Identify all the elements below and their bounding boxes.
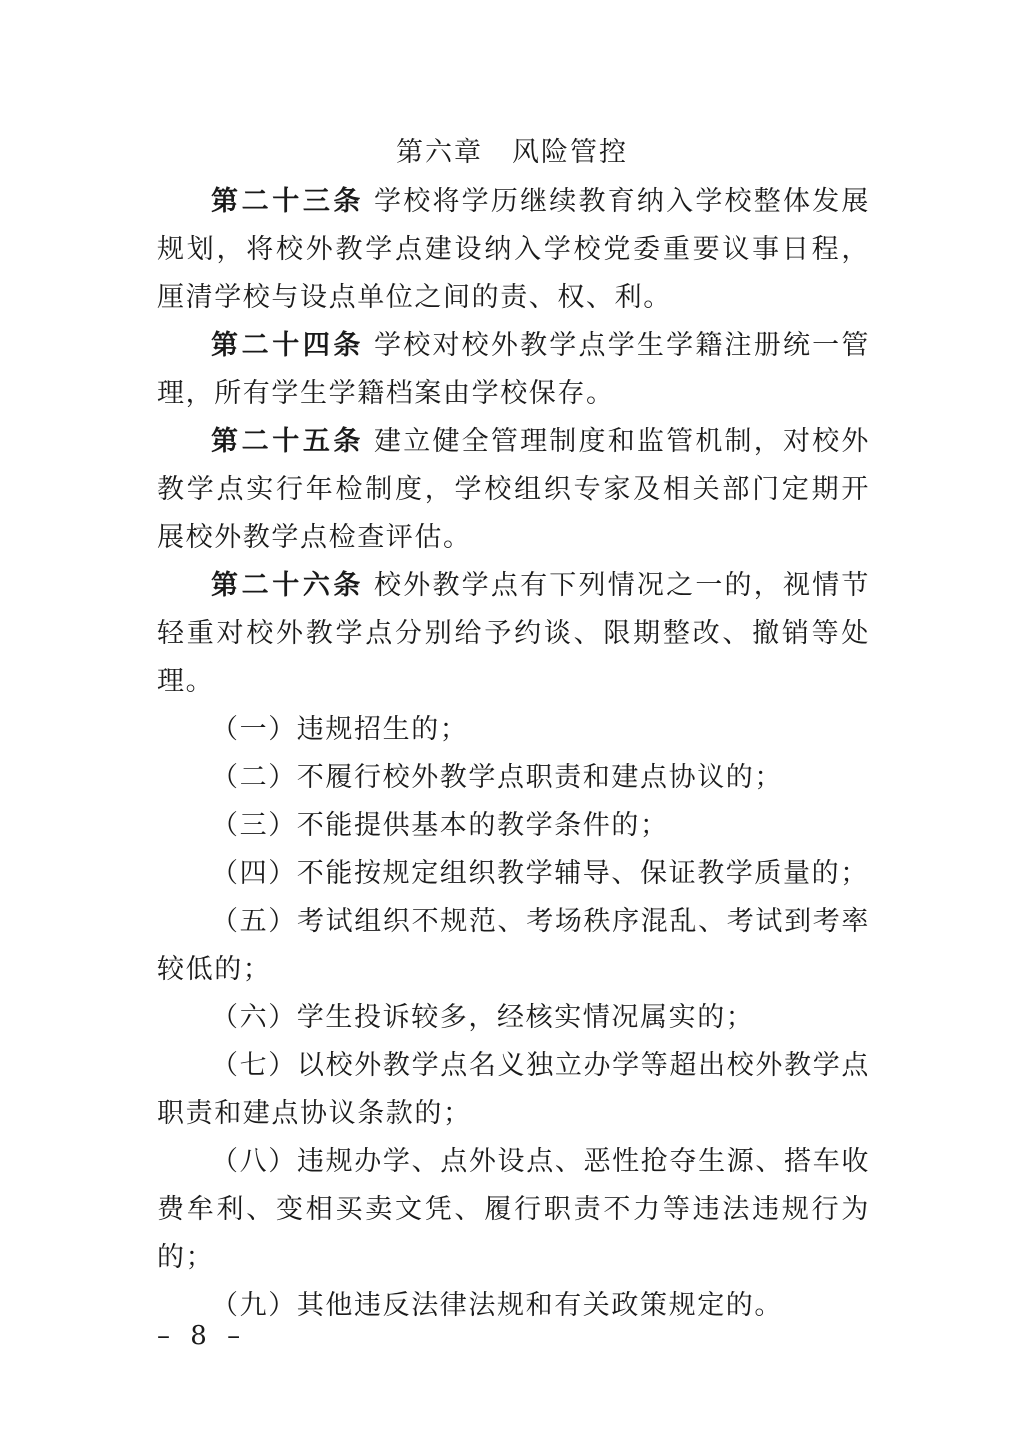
page-number: – 8 – — [157, 1321, 247, 1351]
article-23 — [157, 178, 870, 322]
article-26 — [157, 562, 870, 706]
article-number: 第二十六条 — [211, 570, 365, 601]
list-item-1: （一）违规招生的； — [211, 714, 469, 745]
list-item-4: （四）不能按规定组织教学辅导、保证教学质量的； — [211, 858, 869, 889]
list-item-5: （五）考试组织不规范、考场秩序混乱、考试到考率较低的； — [157, 906, 870, 985]
chapter-title: 第六章 风险管控 — [396, 137, 628, 168]
list-item-2: （二）不履行校外教学点职责和建点协议的； — [211, 762, 783, 793]
article-text: 建立健全管理制度和监管机制，对校外教学点实行年检制度，学校组织专家及相关部门定期开展校外教学点检查评估。 — [157, 426, 870, 553]
article-24 — [157, 322, 870, 418]
article-25 — [157, 418, 870, 562]
article-text: 学校对校外教学点学生学籍注册统一管理，所有学生学籍档案由学校保存。 — [157, 330, 870, 409]
article-number: 第二十五条 — [211, 426, 365, 457]
list-item-9: （九）其他违反法律法规和有关政策规定的。 — [211, 1290, 783, 1321]
document-body — [157, 178, 870, 1330]
list-item-6: （六）学生投诉较多，经核实情况属实的； — [211, 1002, 755, 1033]
article-number: 第二十四条 — [211, 330, 365, 361]
article-text: 校外教学点有下列情况之一的，视情节轻重对校外教学点分别给予约谈、限期整改、撤销等处理。 — [157, 570, 870, 697]
list-item-8: （八）违规办学、点外设点、恶性抢夺生源、搭车收费牟利、变相买卖文凭、履行职责不力等违法违规行为的； — [157, 1146, 870, 1273]
list-item-3: （三）不能提供基本的教学条件的； — [211, 810, 669, 841]
list-item-7: （七）以校外教学点名义独立办学等超出校外教学点职责和建点协议条款的； — [157, 1050, 870, 1129]
article-text: 学校将学历继续教育纳入学校整体发展规划，将校外教学点建设纳入学校党委重要议事日程，厘清学校与设点单位之间的责、权、利。 — [157, 186, 870, 313]
article-number: 第二十三条 — [211, 186, 365, 217]
